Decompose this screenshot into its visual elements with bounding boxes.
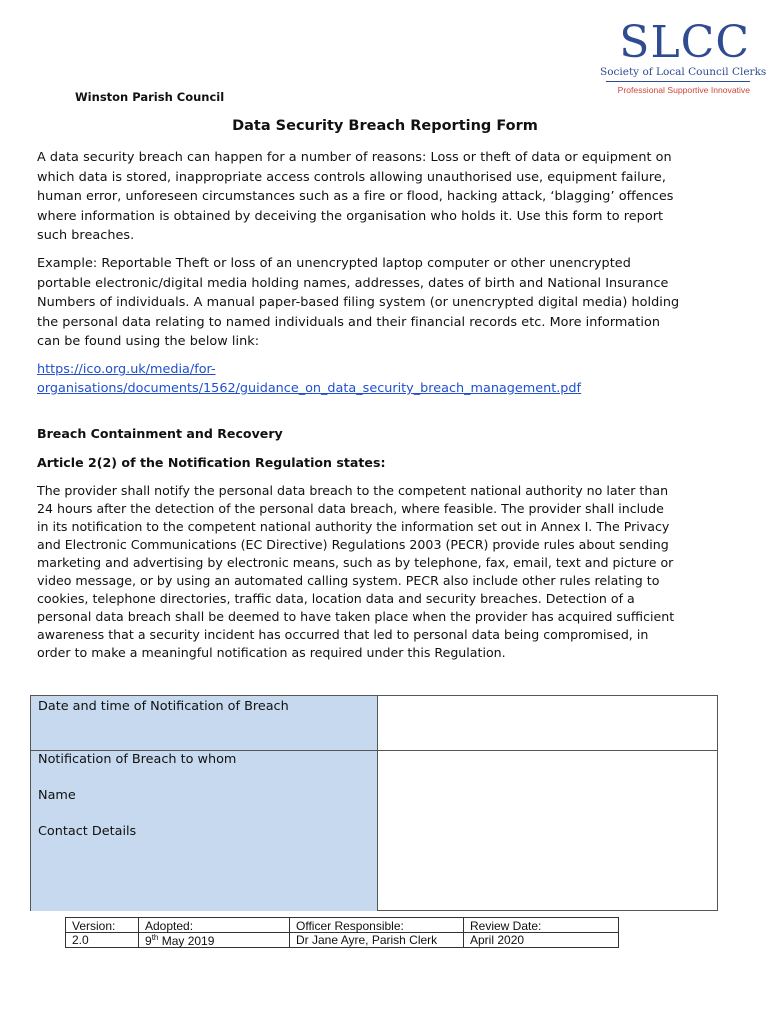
version-column bbox=[66, 918, 139, 947]
adopted-value bbox=[145, 933, 214, 948]
form-label-cell bbox=[31, 696, 378, 750]
logo-subtitle: Society of Local Council Clerks bbox=[600, 66, 767, 78]
officer-header: Officer Responsible: bbox=[296, 919, 404, 933]
form-row-notification bbox=[31, 751, 717, 911]
logo-tagline: Professional Supportive Innovative bbox=[617, 85, 750, 95]
form-row-date bbox=[31, 696, 717, 751]
notification-details-field[interactable] bbox=[378, 751, 717, 911]
breach-form-table bbox=[30, 695, 718, 911]
date-time-field[interactable] bbox=[378, 696, 717, 750]
version-header: Version: bbox=[72, 919, 116, 933]
adopted-day: 9 bbox=[145, 934, 152, 948]
form-label-cell bbox=[31, 751, 378, 911]
adopted-column bbox=[139, 918, 290, 947]
link-line-2[interactable]: organisations/documents/1562/guidance_on_data_security_breach_management.pdf bbox=[37, 381, 582, 396]
adopted-header: Adopted: bbox=[145, 919, 194, 933]
name-label: Name bbox=[38, 788, 76, 803]
review-column bbox=[464, 918, 618, 947]
adopted-month-year: May 2019 bbox=[158, 934, 215, 948]
council-name: Winston Parish Council bbox=[75, 90, 225, 104]
date-time-label: Date and time of Notification of Breach bbox=[38, 699, 289, 714]
review-value: April 2020 bbox=[470, 933, 525, 947]
example-paragraph: Example: Reportable Theft or loss of an unencrypted laptop computer or other unencrypted portable electronic/digital media holding names, addresses, dates of birth and National Insurance Numbers of individuals. A manual paper-based filing system (or unencrypted digital media) holding the personal data relating to named individuals and their financial records etc. More information can be found using the below link: bbox=[37, 256, 680, 349]
regulation-paragraph: The provider shall notify the personal data breach to the competent national authority no later than 24 hours after the detection of the personal data breach, where feasible. The provider shall include in its notification to the competent national authority the information set out in Annex I. The Privacy and Electronic Communications (EC Directive) Regulations 2003 (PECR) provide rules about sending marketing and advertising by electronic means, such as by telephone, fax, email, text and picture or video message, or by using an automated calling system. PECR also include other rules relating to cookies, telephone directories, traffic data, location data and security breaches. Detection of a personal data breach shall be deemed to have taken place when the provider has acquired sufficient awareness that a security incident has occurred that led to personal data being compromised, in order to make a meaningful notification as required under this Regulation. bbox=[37, 483, 675, 660]
intro-paragraph: A data security breach can happen for a number of reasons: Loss or theft of data or equipment on which data is stored, inappropriate access controls allowing unauthorised use, equipment failure, human error, unforeseen circumstances such as a fire or flood, hacking attack, ‘blagging’ offences where information is obtained by deceiving the organisation who holds it. Use this form to report such breaches. bbox=[37, 150, 674, 243]
version-value: 2.0 bbox=[72, 933, 89, 947]
ico-guidance-link[interactable] bbox=[37, 360, 687, 398]
contact-details-label: Contact Details bbox=[38, 824, 137, 839]
section-heading-article: Article 2(2) of the Notification Regulation states: bbox=[37, 455, 386, 470]
officer-column bbox=[290, 918, 464, 947]
link-line-1[interactable]: https://ico.org.uk/media/for- bbox=[37, 362, 216, 377]
section-heading-containment: Breach Containment and Recovery bbox=[37, 426, 283, 441]
logo-wordmark: SLCC bbox=[619, 17, 750, 68]
review-header: Review Date: bbox=[470, 919, 542, 933]
version-table bbox=[65, 917, 619, 948]
notification-to-whom-label: Notification of Breach to whom bbox=[38, 752, 237, 767]
adopted-day-suffix: th bbox=[151, 933, 159, 942]
page-title: Data Security Breach Reporting Form bbox=[232, 118, 538, 134]
slcc-logo bbox=[600, 17, 767, 100]
officer-value: Dr Jane Ayre, Parish Clerk bbox=[296, 933, 438, 947]
logo-rule bbox=[606, 81, 750, 82]
